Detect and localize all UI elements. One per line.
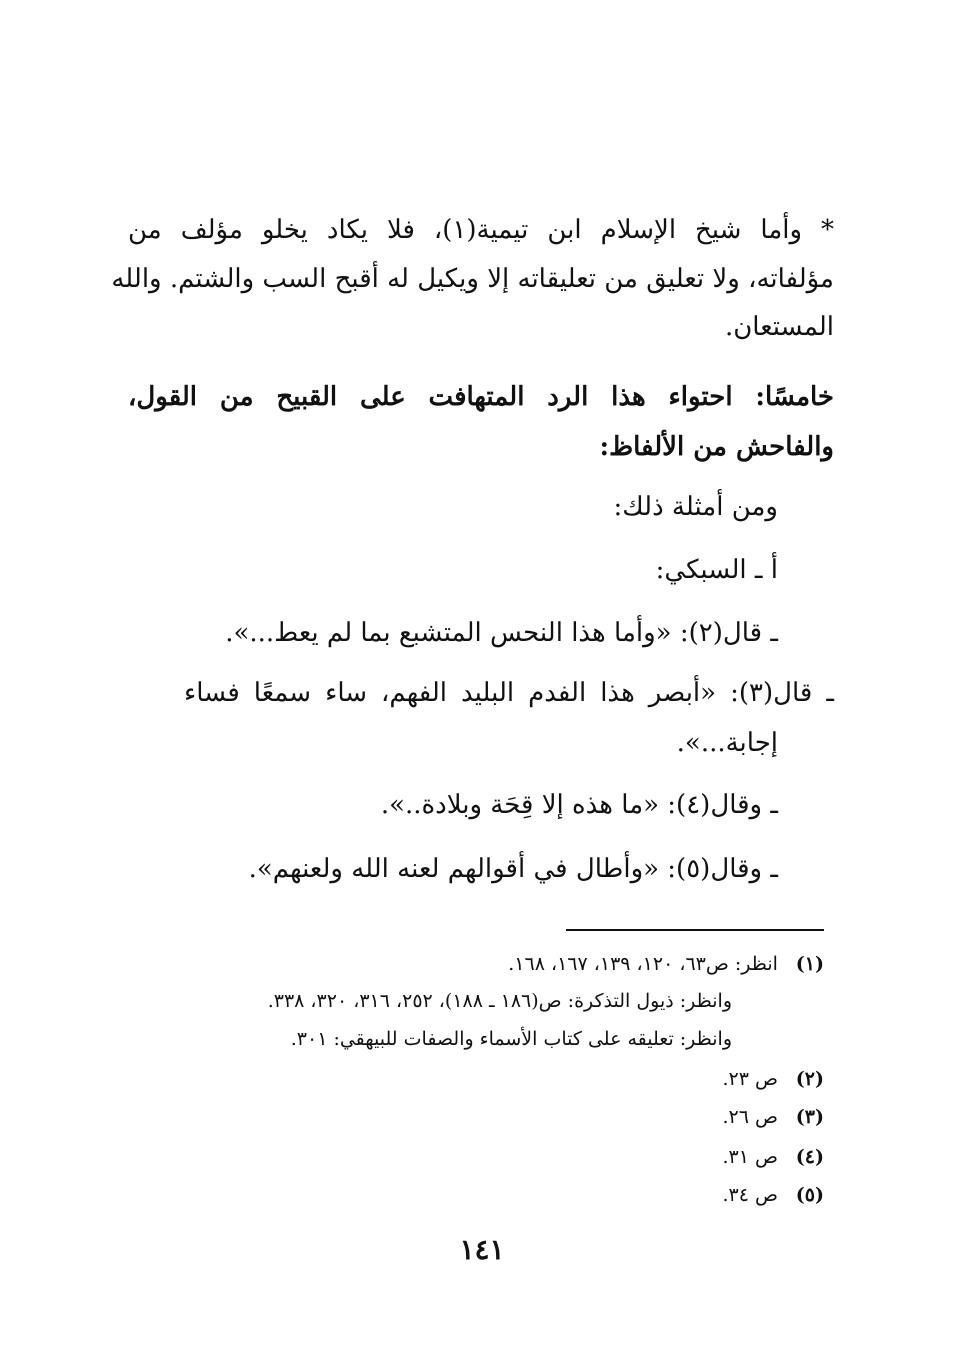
quote-1: ـ قال(٢): «وأما هذا النحس المتشبع بما لم يعط...». bbox=[225, 618, 778, 648]
footnote-1-line-1 bbox=[508, 955, 824, 974]
section-heading-line-1: خامسًا: احتواء هذا الرد المتهافت على القبيح من القول، bbox=[128, 382, 834, 412]
footnote-5-text: ص ٣٤. bbox=[722, 1184, 778, 1206]
examples-intro: ومن أمثلة ذلك: bbox=[613, 492, 778, 522]
footnote-2 bbox=[722, 1070, 824, 1089]
footnote-3-number: (٣) bbox=[795, 1106, 824, 1128]
footnote-1-text: انظر: ص٦٣، ١٢٠، ١٣٩، ١٦٧، ١٦٨. bbox=[508, 953, 778, 975]
footnote-1-number: (١) bbox=[795, 953, 824, 975]
footnote-2-number: (٢) bbox=[795, 1068, 824, 1090]
footnote-2-text: ص ٢٣. bbox=[722, 1068, 778, 1090]
subsection-subki: أ ـ السبكي: bbox=[655, 555, 778, 585]
quote-2-line-1: ـ قال(٣): «أبصر هذا الفدم البليد الفهم، ساء سمعًا فساء bbox=[184, 678, 834, 708]
footnote-4 bbox=[722, 1148, 824, 1167]
footnote-separator bbox=[566, 929, 824, 931]
paragraph-ibn-taymiyya-line-1: * وأما شيخ الإسلام ابن تيمية(١)، فلا يكاد يخلو مؤلف من bbox=[128, 215, 835, 245]
quote-2-line-2: إجابة...». bbox=[676, 728, 778, 758]
page-number: ١٤١ bbox=[459, 1233, 505, 1266]
footnote-1-line-3: وانظر: تعليقه على كتاب الأسماء والصفات للبيهقي: ٣٠١. bbox=[290, 1028, 732, 1050]
quote-4: ـ وقال(٥): «وأطال في أقوالهم لعنه الله ولعنهم». bbox=[248, 854, 778, 884]
paragraph-ibn-taymiyya-line-2: مؤلفاته، ولا تعليق من تعليقاته إلا ويكيل له أقبح السب والشتم. والله bbox=[111, 264, 834, 294]
footnote-4-text: ص ٣١. bbox=[722, 1146, 778, 1168]
footnote-3 bbox=[722, 1108, 824, 1127]
footnote-3-text: ص ٢٦. bbox=[722, 1106, 778, 1128]
footnote-1-line-2: وانظر: ذيول التذكرة: ص(١٨٦ ـ ١٨٨)، ٢٥٢، ٣١٦، ٣٢٠، ٣٣٨. bbox=[267, 990, 732, 1012]
footnote-4-number: (٤) bbox=[795, 1146, 824, 1168]
quote-3: ـ وقال(٤): «ما هذه إلا قِحَة وبلادة..». bbox=[380, 790, 778, 820]
paragraph-ibn-taymiyya-line-3: المستعان. bbox=[724, 312, 834, 342]
footnote-5-number: (٥) bbox=[795, 1184, 824, 1206]
section-heading-line-2: والفاحش من الألفاظ: bbox=[599, 432, 834, 462]
footnote-5 bbox=[722, 1186, 824, 1205]
